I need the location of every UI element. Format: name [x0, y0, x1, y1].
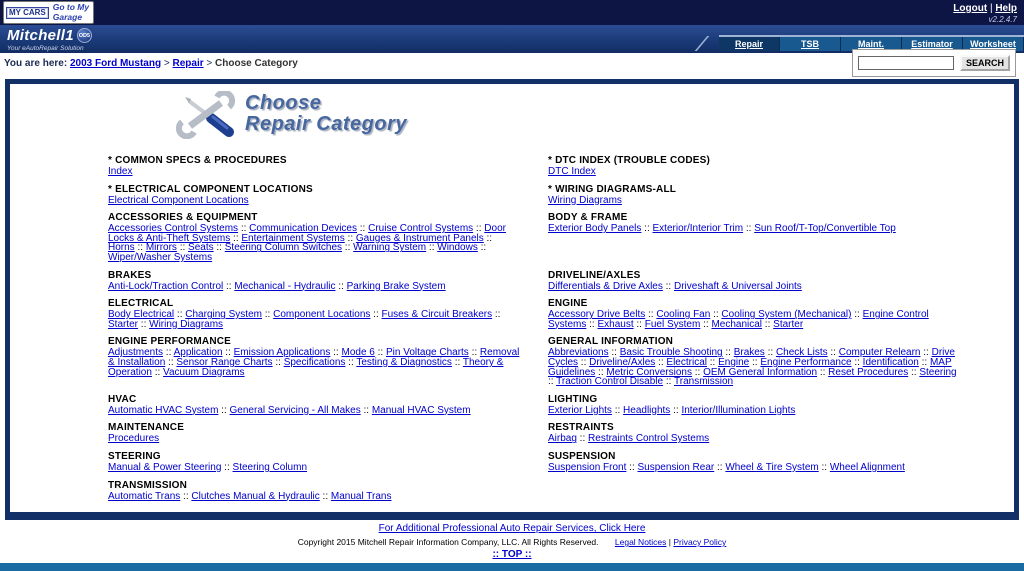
category-title: * DTC INDEX (TROUBLE CODES): [548, 155, 711, 166]
category-links: [108, 167, 520, 177]
category-link[interactable]: Wiring Diagrams: [149, 318, 224, 330]
breadcrumb-current: Choose Category: [215, 58, 298, 69]
category-links: [548, 434, 960, 444]
copyright-text: Copyright 2015 Mitchell Repair Information Company, LLC. All Rights Reserved.: [297, 537, 599, 548]
link-separator: ::: [468, 347, 480, 359]
category-section: [108, 270, 520, 292]
category-title: RESTRAINTS: [548, 422, 614, 434]
category-grid: [108, 155, 974, 508]
tab-diagonal-accent: [695, 36, 710, 51]
link-separator: ::: [319, 490, 331, 502]
category-links: [108, 348, 520, 377]
category-links: [108, 310, 520, 329]
category-link[interactable]: Index: [108, 166, 133, 177]
category-link[interactable]: Differentials & Drive Axles: [548, 280, 663, 292]
category-link[interactable]: Wheel Alignment: [829, 461, 905, 473]
search-button[interactable]: SEARCH: [960, 55, 1010, 71]
link-separator: ::: [357, 223, 369, 235]
category-title: GENERAL INFORMATION: [548, 336, 674, 348]
category-link[interactable]: Automatic Trans: [108, 490, 181, 502]
link-separator: ::: [477, 242, 487, 254]
category-links: [548, 310, 960, 329]
category-link[interactable]: Vacuum Diagrams: [163, 366, 245, 378]
category-title: ELECTRICAL: [108, 298, 174, 310]
category-title: ENGINE: [548, 298, 588, 310]
category-links: [108, 282, 520, 292]
go-to-my-garage-button[interactable]: [3, 1, 94, 24]
link-separator: ::: [595, 366, 607, 378]
back-to-top-link[interactable]: :: TOP ::: [492, 549, 532, 561]
session-links: [953, 3, 1017, 24]
category-link[interactable]: Application: [173, 347, 223, 359]
tab-repair[interactable]: Repair: [719, 37, 780, 51]
category-title: STEERING: [108, 450, 161, 462]
logo-wordmark: Mitchell1: [7, 27, 74, 44]
search-panel: [852, 49, 1016, 77]
category-link[interactable]: Entertainment Systems: [241, 232, 345, 244]
top-utility-bar: [0, 0, 1024, 25]
category-links: [548, 224, 960, 234]
link-separator: ::: [238, 223, 250, 235]
link-separator: ::: [908, 366, 920, 378]
category-title: DRIVELINE/AXLES: [548, 269, 641, 281]
category-section: [108, 336, 520, 386]
link-separator: ::: [165, 356, 177, 368]
garage-button-label: Go to My Garage: [52, 1, 90, 22]
category-section: [108, 480, 520, 502]
category-link[interactable]: General Servicing - All Makes: [229, 404, 361, 416]
category-link[interactable]: Fuel System: [644, 318, 701, 330]
category-link[interactable]: Driveline/Axles: [589, 356, 656, 368]
category-title: * COMMON SPECS & PROCEDURES: [108, 155, 287, 166]
category-link[interactable]: Adjustments: [108, 347, 164, 359]
category-link[interactable]: Accessory Drive Belts: [548, 309, 646, 321]
link-separator: ::: [451, 356, 463, 368]
category-title: * WIRING DIAGRAMS-ALL: [548, 183, 677, 195]
app-version: v2.2.4.7: [988, 15, 1017, 24]
divider: |: [989, 3, 993, 14]
link-separator: ::: [151, 366, 164, 378]
category-link[interactable]: Manual & Power Steering: [108, 461, 222, 473]
category-link[interactable]: Engine Performance: [760, 356, 852, 368]
link-separator: ::: [743, 223, 755, 235]
link-separator: ::: [655, 356, 667, 368]
category-link[interactable]: OEM General Information: [703, 366, 818, 378]
category-title: * ELECTRICAL COMPONENT LOCATIONS: [108, 183, 313, 195]
link-separator: ::: [330, 347, 342, 359]
link-separator: ::: [749, 356, 761, 368]
category-section: [548, 184, 960, 206]
category-link[interactable]: Exterior Body Panels: [548, 223, 642, 235]
link-separator: ::: [218, 404, 230, 416]
category-link[interactable]: Horns: [108, 242, 135, 254]
footer: [0, 520, 1024, 560]
category-links: [108, 434, 520, 444]
category-link[interactable]: Windows: [437, 242, 478, 254]
category-link[interactable]: Accessories Control Systems: [108, 223, 239, 235]
category-section: [548, 155, 960, 177]
category-link[interactable]: Suspension Front: [548, 461, 627, 473]
category-link[interactable]: Mode 6: [341, 347, 375, 359]
category-link[interactable]: Clutches Manual & Hydraulic: [191, 490, 320, 502]
link-separator: ::: [213, 242, 225, 254]
category-link[interactable]: Transmission: [674, 376, 734, 388]
breadcrumb-prefix: You are here:: [4, 58, 68, 69]
category-link[interactable]: Check Lists: [775, 347, 828, 359]
category-title: BODY & FRAME: [548, 212, 628, 224]
link-separator: ::: [374, 347, 386, 359]
page-header: [175, 91, 1014, 143]
category-links: [548, 196, 960, 206]
link-separator: ::: [345, 356, 357, 368]
privacy-policy-link[interactable]: Privacy Policy: [673, 537, 727, 548]
category-link[interactable]: Fuses & Circuit Breakers: [381, 309, 493, 321]
category-link[interactable]: Starter: [773, 318, 804, 330]
logo-tagline: Your eAutoRepair Solution: [7, 45, 84, 52]
category-link[interactable]: Engine: [718, 356, 750, 368]
link-separator: ::: [134, 242, 146, 254]
tab-tsb[interactable]: TSB: [780, 37, 841, 51]
category-link[interactable]: Automatic HVAC System: [108, 404, 219, 416]
category-link[interactable]: Exhaust: [597, 318, 634, 330]
breadcrumb-separator: >: [163, 58, 170, 69]
link-separator: ::: [662, 280, 674, 292]
category-link[interactable]: Communication Devices: [249, 223, 357, 235]
mitchell1-logo: [7, 27, 92, 52]
link-separator: ::: [691, 366, 704, 378]
category-section: [548, 422, 960, 444]
category-links: [548, 167, 960, 177]
link-separator: ::: [706, 356, 719, 368]
link-separator: ::: [230, 232, 242, 244]
category-link[interactable]: Pin Voltage Charts: [385, 347, 469, 359]
category-link[interactable]: Engine Control Systems: [548, 309, 929, 330]
tab-worksheet[interactable]: Worksheet: [963, 37, 1024, 51]
divider: |: [668, 537, 671, 548]
link-separator: ::: [851, 356, 863, 368]
link-separator: ::: [827, 347, 839, 359]
category-links: [548, 406, 960, 416]
breadcrumb-vehicle-link[interactable]: 2003 Ford Mustang: [69, 58, 162, 69]
link-separator: ::: [221, 461, 233, 473]
category-link[interactable]: Airbag: [548, 433, 577, 445]
link-separator: ::: [426, 242, 438, 254]
category-link[interactable]: Manual Trans: [330, 490, 392, 502]
category-link[interactable]: Wiring Diagrams: [548, 194, 622, 206]
link-separator: ::: [483, 232, 493, 244]
category-link[interactable]: Steering Column: [232, 461, 308, 473]
category-link[interactable]: Charging System: [185, 309, 262, 321]
category-link[interactable]: Sensor Range Charts: [176, 356, 273, 368]
category-section: [108, 155, 520, 177]
category-section: [108, 212, 520, 262]
link-separator: ::: [344, 232, 356, 244]
category-link[interactable]: MAP Guidelines: [548, 356, 952, 378]
logout-link[interactable]: Logout: [953, 3, 988, 14]
category-link[interactable]: Exterior/Interior Trim: [652, 223, 744, 235]
my-cars-plate-icon: [6, 7, 49, 19]
copyright-line: [0, 537, 1024, 547]
legal-notices-link[interactable]: Legal Notices: [614, 537, 667, 548]
search-input[interactable]: [858, 56, 954, 70]
category-section: [108, 451, 520, 473]
link-separator: ::: [918, 356, 930, 368]
category-link[interactable]: Electrical Component Locations: [108, 194, 249, 206]
breadcrumb-repair-link[interactable]: Repair: [172, 58, 204, 69]
category-link[interactable]: Metric Conversions: [606, 366, 692, 378]
category-link[interactable]: Interior/Illumination Lights: [681, 404, 796, 416]
category-link[interactable]: Theory & Operation: [108, 356, 504, 378]
category-links: [108, 463, 520, 473]
link-separator: ::: [641, 223, 653, 235]
category-link[interactable]: Wiper/Washer Systems: [108, 251, 213, 263]
category-links: [108, 224, 520, 262]
link-separator: ::: [670, 404, 682, 416]
link-separator: ::: [710, 309, 722, 321]
category-link[interactable]: Cooling Fan: [656, 309, 711, 321]
category-link[interactable]: Emission Applications: [233, 347, 331, 359]
link-separator: ::: [174, 309, 186, 321]
link-separator: ::: [473, 223, 485, 235]
link-separator: ::: [920, 347, 932, 359]
link-separator: ::: [645, 309, 657, 321]
link-separator: ::: [626, 461, 638, 473]
link-separator: ::: [138, 318, 150, 330]
category-link[interactable]: Driveshaft & Universal Joints: [673, 280, 802, 292]
category-section: [548, 394, 960, 416]
category-link[interactable]: Electrical: [666, 356, 707, 368]
category-link[interactable]: Sun Roof/T-Top/Convertible Top: [754, 223, 896, 235]
category-links: [548, 282, 960, 292]
category-link[interactable]: Cruise Control Systems: [368, 223, 474, 235]
category-link[interactable]: Brakes: [733, 347, 765, 359]
link-separator: ::: [163, 347, 174, 359]
category-link[interactable]: Identification: [862, 356, 919, 368]
category-link[interactable]: Exterior Lights: [548, 404, 612, 416]
link-separator: ::: [335, 280, 347, 292]
link-separator: ::: [633, 318, 645, 330]
tab-maint[interactable]: Maint.: [841, 37, 902, 51]
category-link[interactable]: Cooling System (Mechanical): [721, 309, 852, 321]
link-separator: ::: [180, 490, 192, 502]
category-link[interactable]: Mirrors: [145, 242, 177, 254]
link-separator: ::: [586, 318, 598, 330]
category-links: [108, 196, 520, 206]
category-link[interactable]: Headlights: [623, 404, 671, 416]
category-link[interactable]: Steering Column Switches: [224, 242, 343, 254]
category-section: [548, 451, 960, 473]
category-section: [548, 270, 960, 292]
breadcrumb-row: [0, 53, 1024, 79]
category-link[interactable]: Suspension Rear: [637, 461, 715, 473]
category-section: [548, 298, 960, 329]
category-link[interactable]: Abbreviations: [548, 347, 609, 359]
page-title: Choose Repair Category: [245, 92, 407, 135]
category-links: [548, 463, 960, 473]
link-separator: ::: [722, 347, 734, 359]
category-section: [548, 480, 960, 502]
category-link[interactable]: Drive Cycles: [548, 347, 955, 368]
category-link[interactable]: Testing & Diagnostics: [356, 356, 452, 368]
link-separator: ::: [370, 309, 382, 321]
repair-tools-icon: [175, 91, 237, 144]
category-link[interactable]: Seats: [188, 242, 214, 254]
category-title: ACCESSORIES & EQUIPMENT: [108, 212, 258, 224]
category-link[interactable]: Steering: [919, 366, 957, 378]
link-separator: ::: [272, 356, 284, 368]
link-separator: ::: [261, 309, 274, 321]
link-separator: ::: [608, 347, 620, 359]
category-link[interactable]: Procedures: [108, 433, 160, 445]
category-link[interactable]: Basic Trouble Shooting: [619, 347, 723, 359]
category-title: ENGINE PERFORMANCE: [108, 336, 232, 348]
category-link[interactable]: Mechanical: [711, 318, 763, 330]
link-separator: ::: [223, 280, 235, 292]
link-separator: ::: [700, 318, 712, 330]
category-link[interactable]: Specifications: [283, 356, 346, 368]
category-title: BRAKES: [108, 269, 152, 281]
link-separator: ::: [492, 309, 501, 321]
category-link[interactable]: Removal & Installation: [108, 347, 520, 368]
category-link[interactable]: DTC Index: [548, 166, 596, 177]
category-link[interactable]: Door Locks & Anti-Theft Systems: [108, 223, 506, 244]
choose-category-panel: [5, 79, 1019, 520]
category-section: [108, 298, 520, 329]
category-links: [108, 406, 520, 416]
category-link[interactable]: Traction Control Disable: [556, 376, 664, 388]
link-separator: ::: [714, 461, 726, 473]
category-title: MAINTENANCE: [108, 422, 185, 434]
category-link[interactable]: Reset Procedures: [828, 366, 909, 378]
link-separator: ::: [764, 347, 776, 359]
link-separator: ::: [817, 366, 829, 378]
category-link[interactable]: Gauges & Instrument Panels: [355, 232, 484, 244]
category-links: [108, 492, 520, 502]
category-link[interactable]: Mechanical - Hydraulic: [234, 280, 336, 292]
category-section: [108, 422, 520, 444]
link-separator: ::: [576, 433, 589, 445]
link-separator: ::: [342, 242, 354, 254]
category-title: TRANSMISSION: [108, 479, 188, 491]
category-link[interactable]: Component Locations: [273, 309, 371, 321]
category-link[interactable]: Manual HVAC System: [371, 404, 471, 416]
link-separator: ::: [663, 376, 674, 388]
category-link[interactable]: Starter: [108, 318, 139, 330]
help-link[interactable]: Help: [995, 3, 1017, 14]
category-link[interactable]: Body Electrical: [108, 309, 175, 321]
category-link[interactable]: Wheel & Tire System: [725, 461, 819, 473]
link-separator: ::: [611, 404, 624, 416]
category-section: [108, 394, 520, 416]
link-separator: ::: [548, 376, 557, 388]
category-link[interactable]: Warning System: [353, 242, 427, 254]
link-separator: ::: [360, 404, 372, 416]
category-section: [548, 212, 960, 262]
category-link[interactable]: Parking Brake System: [346, 280, 446, 292]
link-separator: ::: [222, 347, 234, 359]
category-link[interactable]: Anti-Lock/Traction Control: [108, 280, 224, 292]
my-cars-label: MY CARS: [9, 7, 46, 17]
category-links: [548, 348, 960, 386]
category-title: HVAC: [108, 393, 137, 405]
link-separator: ::: [851, 309, 863, 321]
category-link[interactable]: Computer Relearn: [838, 347, 921, 359]
breadcrumb-separator: >: [206, 58, 213, 69]
category-section: [108, 184, 520, 206]
additional-services-link[interactable]: For Additional Professional Auto Repair Services, Click Here: [378, 523, 646, 535]
link-separator: ::: [578, 356, 590, 368]
od5-badge-icon: OD5: [77, 28, 92, 43]
bottom-accent-bar: [0, 563, 1024, 571]
link-separator: ::: [176, 242, 189, 254]
link-separator: ::: [818, 461, 830, 473]
tab-estimator[interactable]: Estimator: [902, 37, 963, 51]
category-section: [548, 336, 960, 386]
category-title: LIGHTING: [548, 393, 598, 405]
link-separator: ::: [762, 318, 774, 330]
category-link[interactable]: Restraints Control Systems: [588, 433, 710, 445]
category-title: SUSPENSION: [548, 450, 616, 462]
